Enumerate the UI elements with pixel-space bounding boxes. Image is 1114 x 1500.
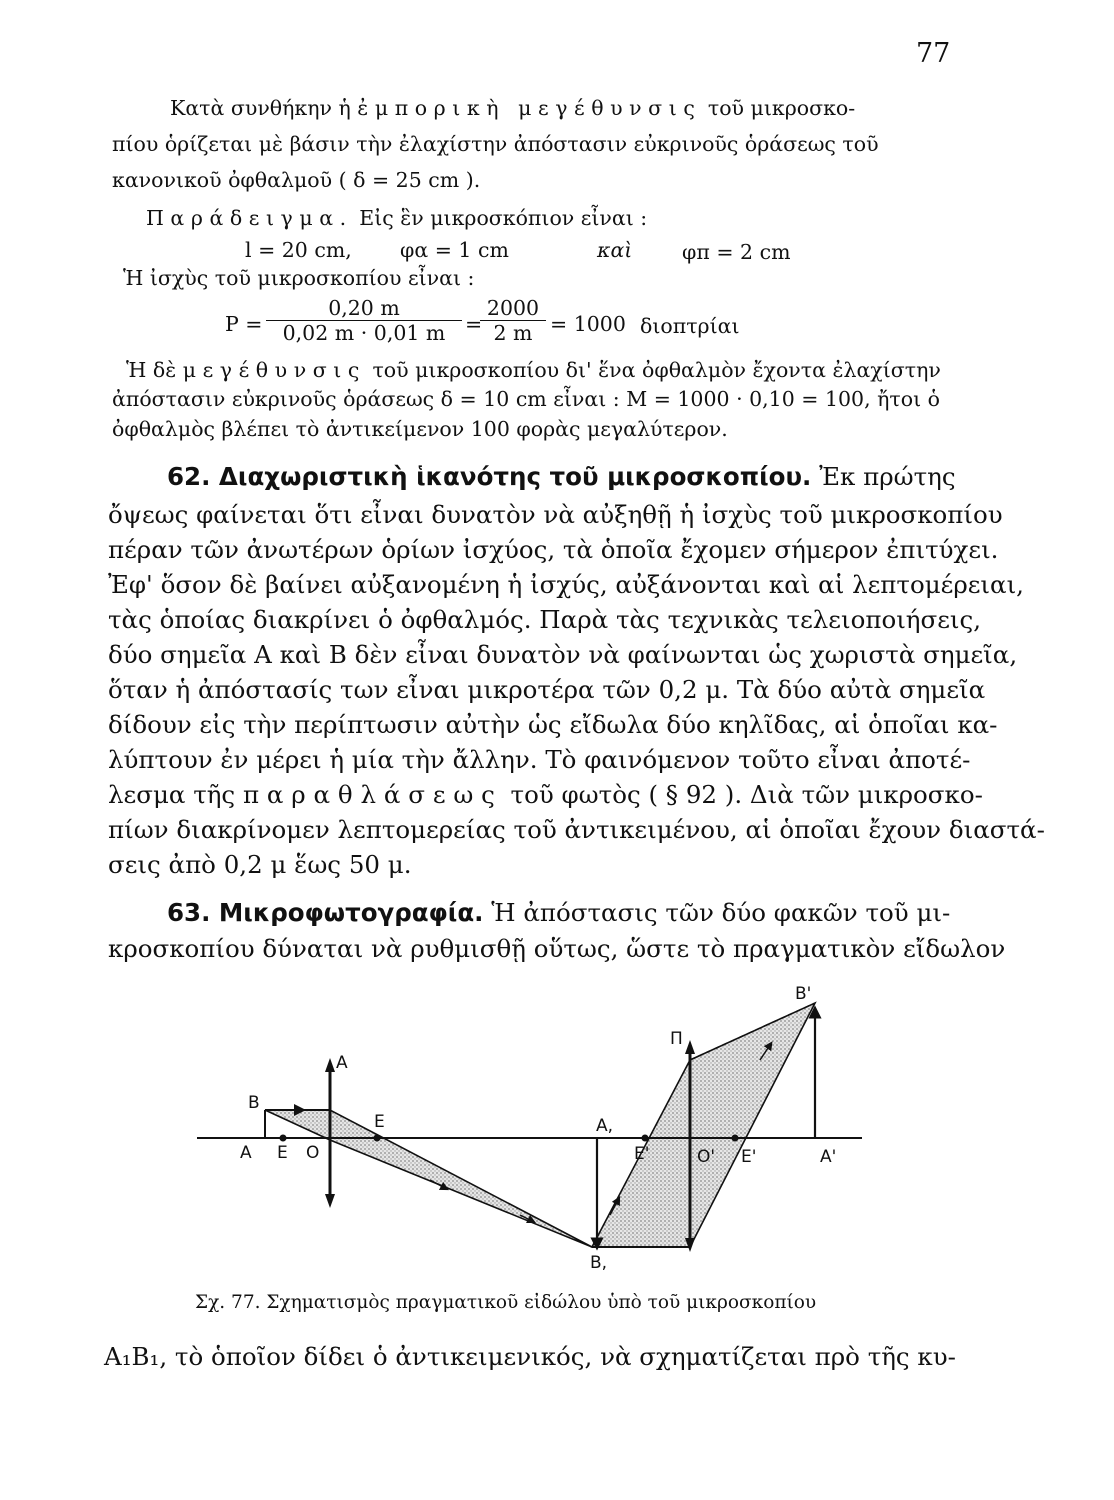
- example-fa-value: φα = 1 cm: [400, 238, 509, 262]
- formula-result: = 1000: [550, 312, 626, 336]
- section-63-line-2: κροσκοπίου δύναται νὰ ρυθμισθῇ οὕτως, ὥστε τὸ πραγματικὸν εἴδωλον: [108, 934, 1006, 963]
- label-E-prime-2: E': [741, 1147, 757, 1167]
- label-B-prime: B': [795, 984, 812, 1004]
- intro-line-3: κανονικοῦ ὀφθαλμοῦ ( δ = 25 cm ).: [112, 168, 481, 192]
- intro-line-2: πίου ὁρίζεται μὲ βάσιν τὴν ἐλαχίστην ἀπόστασιν εὐκρινοῦς ὁράσεως τοῦ: [112, 132, 879, 156]
- section-63-first-line: [167, 898, 950, 927]
- formula-fraction-2: [480, 296, 546, 345]
- magnification-line-1: [126, 358, 941, 382]
- mag1-pre: Ἡ δὲ: [126, 358, 183, 382]
- formula-den-1: 0,02 m · 0,01 m: [282, 321, 446, 345]
- section-62-line-1: ὄψεως φαίνεται ὅτι εἶναι δυνατὸν νὰ αὐξηθῇ ἡ ἰσχὺς τοῦ μικροσκοπίου: [108, 500, 1003, 529]
- closing-text: τὸ ὁποῖον δίδει ὁ ἀντικειμενικός, νὰ σχηματίζεται πρὸ τῆς κυ-: [167, 1342, 956, 1371]
- section-62-line-6: ὅταν ἡ ἀπόστασίς των εἶναι μικροτέρα τῶν 0,2 μ. Τὰ δύο αὐτὰ σημεῖα: [108, 675, 986, 704]
- section-63-first-tail: Ἡ ἀπόστασις τῶν δύο φακῶν τοῦ μι-: [483, 898, 951, 927]
- closing-line: [104, 1342, 956, 1371]
- example-l-value: l = 20 cm,: [245, 238, 352, 262]
- section-62-line-5: δύο σημεῖα A καὶ B δὲν εἶναι δυνατὸν νὰ φαίνωνται ὡς χωριστὰ σημεῖα,: [108, 640, 1018, 669]
- section-62-line-2: πέραν τῶν ἀνωτέρων ὁρίων ἰσχύος, τὰ ὁποῖα ἔχομεν σήμερον ἐπιτύχει.: [108, 535, 999, 564]
- section-62-line-7: δίδουν εἰς τὴν περίπτωσιν αὐτὴν ὡς εἴδωλα δύο κηλῖδας, αἱ ὁποῖαι κα-: [108, 710, 998, 739]
- beam-objective: [265, 1110, 592, 1247]
- focal-point-E-mid: [374, 1135, 381, 1142]
- section-62-first-tail: Ἐκ πρώτης: [811, 462, 956, 491]
- label-A-prime: A': [820, 1147, 837, 1167]
- label-A1: A,: [596, 1116, 614, 1136]
- line9-pre: λεσμα τῆς: [108, 780, 243, 809]
- beam-eyepiece: [592, 1003, 815, 1247]
- formula-num-2: 2000: [480, 296, 546, 321]
- closing-A1B1: A₁B₁,: [104, 1342, 168, 1371]
- example-label: Παράδειγμα.: [146, 206, 353, 230]
- label-O: O: [306, 1143, 320, 1163]
- formula-den-2: 2 m: [493, 321, 533, 345]
- section-62-first-line: [167, 462, 956, 491]
- section-62-line-4: τὰς ὁποίας διακρίνει ὁ ὀφθαλμός. Παρὰ τὰς τεχνικὰς τελειοποιήσεις,: [108, 605, 982, 634]
- line9-post: τοῦ φωτὸς ( § 92 ). Διὰ τῶν μικροσκο-: [502, 780, 983, 809]
- section-63-heading: 63. Μικροφωτογραφία.: [167, 898, 484, 927]
- mag1-spaced: μεγέθυνσις: [182, 358, 366, 382]
- label-E-prime: E': [634, 1144, 650, 1164]
- section-62-line-10: πίων διακρίνομεν λεπτομερείας τοῦ ἀντικειμένου, αἱ ὁποῖαι ἔχουν διαστά-: [108, 815, 1045, 844]
- focal-point-E-prime: [642, 1135, 649, 1142]
- magnification-line-3: ὀφθαλμὸς βλέπει τὸ ἀντικείμενον 100 φορὰς μεγαλύτερον.: [112, 417, 728, 441]
- label-B: B: [248, 1093, 260, 1113]
- focal-point-E: [280, 1135, 287, 1142]
- example-fp-value: φπ = 2 cm: [682, 240, 791, 264]
- intro-line-1: [170, 96, 855, 120]
- label-A-object: A: [240, 1143, 252, 1163]
- example-intro: [146, 206, 647, 230]
- intro-line-1-post: τοῦ μικροσκο-: [701, 96, 856, 120]
- intro-line-1-spaced: ἐμπορικὴ μεγέθυνσις: [357, 96, 702, 120]
- label-A-lens: A: [336, 1053, 348, 1073]
- formula-num-1: 0,20 m: [266, 296, 462, 321]
- section-62-line-3: Ἐφ' ὅσον δὲ βαίνει αὐξανομένη ἡ ἰσχύς, αὐξάνονται καὶ αἱ λεπτομέρειαι,: [108, 570, 1024, 599]
- section-62-line-8: λύπτουν ἐν μέρει ἡ μία τὴν ἄλλην. Τὸ φαινόμενον τοῦτο εἶναι ἀποτέ-: [108, 745, 971, 774]
- focal-point-E-prime-2: [732, 1135, 739, 1142]
- microscope-diagram: [190, 978, 870, 1278]
- figure-caption: Σχ. 77. Σχηματισμὸς πραγματικοῦ εἰδώλου ὑπὸ τοῦ μικροσκοπίου: [195, 1292, 817, 1313]
- example-text: Εἰς ἓν μικροσκόπιον εἶναι :: [352, 206, 648, 230]
- example-power-line: Ἡ ἰσχὺς τοῦ μικροσκοπίου εἶναι :: [123, 266, 475, 290]
- formula-fraction-1: [266, 296, 462, 345]
- section-62-heading: 62. Διαχωριστικὴ ἱκανότης τοῦ μικροσκοπίου.: [167, 462, 812, 491]
- intro-line-1-pre: Κατὰ συνθήκην ἡ: [170, 96, 358, 120]
- section-62-line-11: σεις ἀπὸ 0,2 μ ἕως 50 μ.: [108, 850, 412, 879]
- label-Pi: Π: [670, 1029, 683, 1049]
- line9-spaced: παραθλάσεως: [242, 780, 503, 809]
- label-O-prime: O': [697, 1147, 716, 1167]
- example-kai: καὶ: [597, 238, 633, 262]
- page-number: 77: [916, 38, 951, 69]
- label-E-mid: E: [374, 1112, 385, 1132]
- section-62-line-9: [108, 780, 983, 809]
- magnification-line-2: ἀπόστασιν εὐκρινοῦς ὁράσεως δ = 10 cm εἶναι : M = 1000 · 0,10 = 100, ἤτοι ὁ: [112, 387, 940, 411]
- formula-eq: =: [465, 312, 483, 336]
- label-B1: B,: [590, 1253, 608, 1273]
- formula-P: P =: [225, 312, 263, 336]
- mag1-post: τοῦ μικροσκοπίου δι' ἕνα ὀφθαλμὸν ἔχοντα ἐλαχίστην: [365, 358, 941, 382]
- label-E: E: [277, 1143, 288, 1163]
- formula-unit: διοπτρίαι: [640, 314, 740, 338]
